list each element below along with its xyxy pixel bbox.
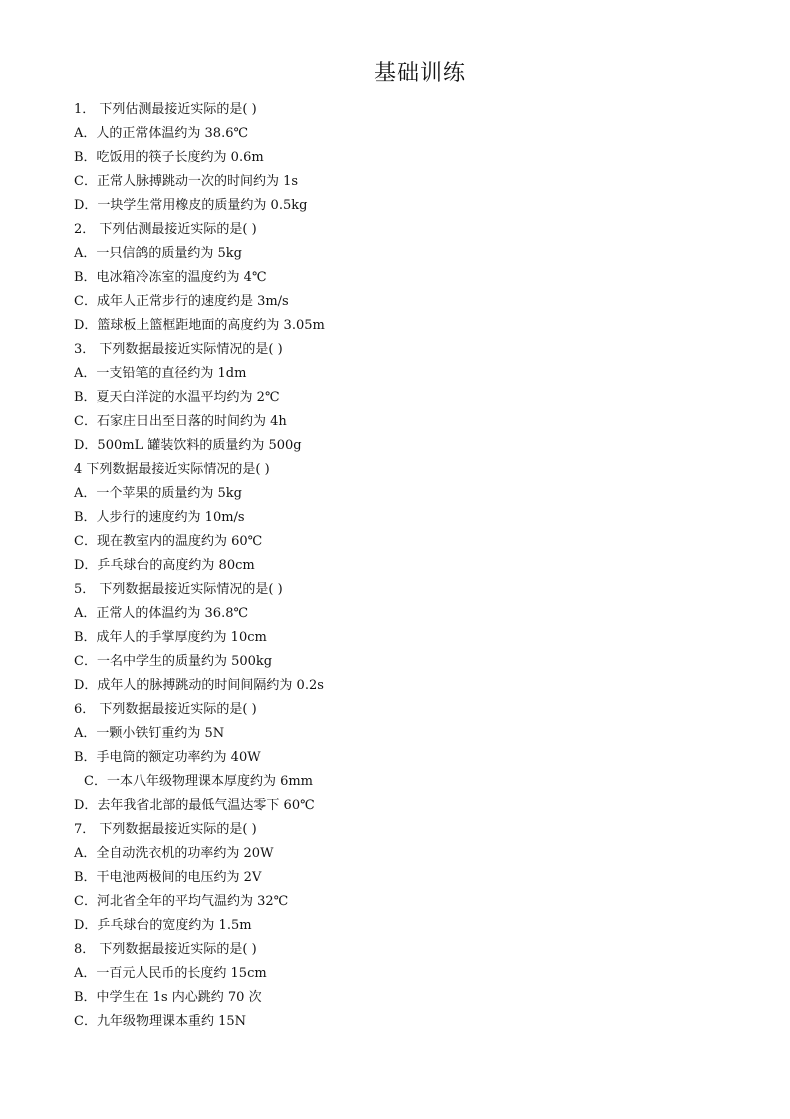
option: A．正常人的体温约为 36.8℃: [74, 606, 249, 621]
question-stem: 2． 下列估测最接近实际的是( ): [74, 222, 257, 237]
option: B．人步行的速度约为 10m/s: [74, 510, 245, 525]
option: C．河北省全年的平均气温约为 32℃: [74, 894, 289, 909]
option: A．人的正常体温约为 38.6℃: [74, 126, 249, 141]
option: C．正常人脉搏跳动一次的时间约为 1s: [74, 174, 299, 189]
question-stem: 4 下列数据最接近实际情况的是( ): [74, 462, 270, 477]
option: C．石家庄日出至日落的时间约为 4h: [74, 414, 287, 429]
option: D．500mL 罐装饮料的质量约为 500g: [74, 438, 302, 453]
question-stem: 7． 下列数据最接近实际的是( ): [74, 822, 257, 837]
option: C．一名中学生的质量约为 500kg: [74, 654, 273, 669]
question-stem: 3． 下列数据最接近实际情况的是( ): [74, 342, 283, 357]
option: D．成年人的脉搏跳动的时间间隔约为 0.2s: [74, 678, 324, 693]
option: C．九年级物理课本重约 15N: [74, 1014, 246, 1029]
option: B．手电筒的额定功率约为 40W: [74, 750, 261, 765]
option: D．一块学生常用橡皮的质量约为 0.5kg: [74, 198, 308, 213]
question-stem: 6． 下列数据最接近实际的是( ): [74, 702, 257, 717]
option: B．吃饭用的筷子长度约为 0.6m: [74, 150, 264, 165]
option: C．成年人正常步行的速度约是 3m/s: [74, 294, 289, 309]
question-list: [74, 98, 754, 1034]
option: D．去年我省北部的最低气温达零下 60℃: [74, 798, 315, 813]
option: B．干电池两极间的电压约为 2V: [74, 870, 262, 885]
option: B．中学生在 1s 内心跳约 70 次: [74, 990, 262, 1005]
option: C．一本八年级物理课本厚度约为 6mm: [84, 774, 314, 789]
question-stem: 1． 下列估测最接近实际的是( ): [74, 102, 257, 117]
option: D．乒乓球台的宽度约为 1.5m: [74, 918, 252, 933]
option: A．一百元人民币的长度约 15cm: [74, 966, 267, 981]
option: A．一支铅笔的直径约为 1dm: [74, 366, 247, 381]
option: B．成年人的手掌厚度约为 10cm: [74, 630, 267, 645]
option: B．电冰箱冷冻室的温度约为 4℃: [74, 270, 267, 285]
option: A．一只信鸽的质量约为 5kg: [74, 246, 242, 261]
option: A．一个苹果的质量约为 5kg: [74, 486, 242, 501]
option: D．乒乓球台的高度约为 80cm: [74, 558, 255, 573]
page-title: 基础训练: [373, 61, 466, 86]
option: A．全自动洗衣机的功率约为 20W: [74, 846, 274, 861]
question-stem: 5． 下列数据最接近实际情况的是( ): [74, 582, 283, 597]
question-stem: 8． 下列数据最接近实际的是( ): [74, 942, 257, 957]
option: C．现在教室内的温度约为 60℃: [74, 534, 263, 549]
option: A．一颗小铁钉重约为 5N: [74, 726, 225, 741]
option: B．夏天白洋淀的水温平均约为 2℃: [74, 390, 280, 405]
option: D．篮球板上篮框距地面的高度约为 3.05m: [74, 318, 325, 333]
